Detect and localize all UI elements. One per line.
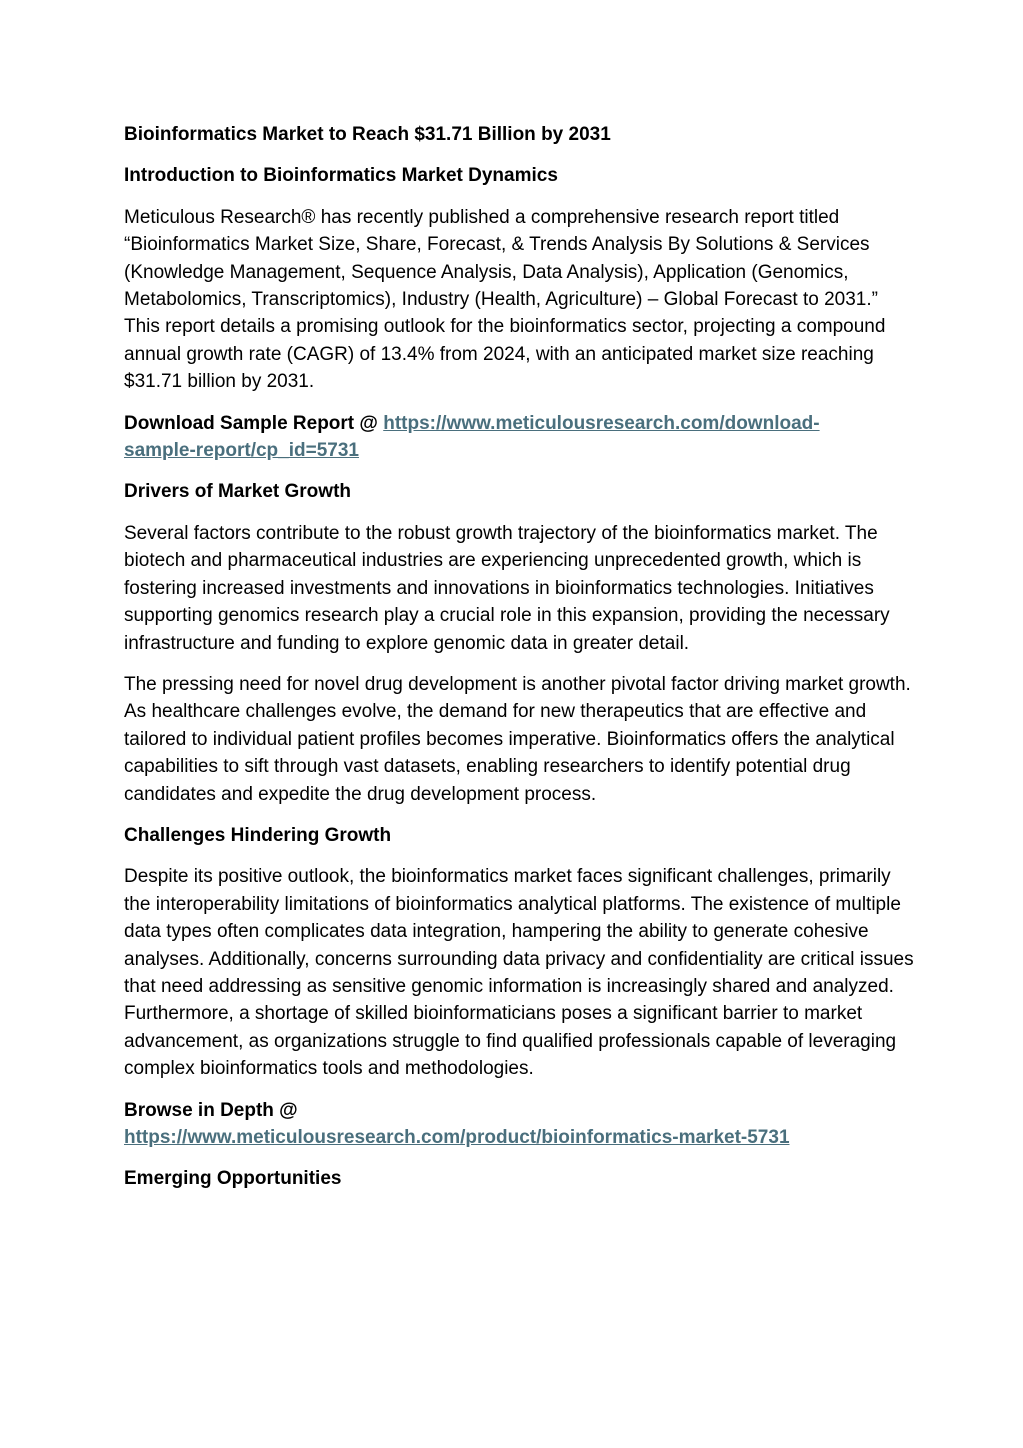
download-link-text-line2: sample-report/cp_id=5731 (124, 440, 359, 462)
drivers-paragraph-1: Several factors contribute to the robust growth trajectory of the bioinformatics market. The biotech and pharmaceutical industries are experiencing unprecedented growth, which is fostering increased investments and innovations in bioinformatics technologies. Initiatives supporting genomics research play a crucial role in this expansion, providing the necessary infrastructure and funding to explore genomic data in greater detail. (124, 522, 890, 654)
challenges-paragraph: Despite its positive outlook, the bioinformatics market faces significant challenges, primarily the interoperability limitations of bioinformatics analytical platforms. The existence of multiple data types often complicates data integration, hampering the ability to generate cohesive analyses. Additionally, concerns surrounding data privacy and confidentiality are critical issues that need addressing as sensitive genomic information is increasingly shared and analyzed. Furthermore, a shortage of skilled bioinformaticians poses a significant barrier to market advancement, as organizations struggle to find qualified professionals capable of leveraging complex bioinformatics tools and methodologies. (124, 866, 914, 1080)
intro-paragraph: Meticulous Research® has recently published a comprehensive research report titled “Bioinformatics Market Size, Share, Forecast, & Trends Analysis By Solutions & Services (Knowledge Management, Sequence Analysis, Data Analysis), Application (Genomics, Metabolomics, Transcriptomics), Industry (Health, Agriculture) – Global Forecast to 2031.” This report details a promising outlook for the bioinformatics sector, projecting a compound annual growth rate (CAGR) of 13.4% from 2024, with an anticipated market size reaching $31.71 billion by 2031. (124, 206, 886, 393)
drivers-paragraph-2: The pressing need for novel drug development is another pivotal factor driving market growth. As healthcare challenges evolve, the demand for new therapeutics that are effective and tailored to individual patient profiles becomes imperative. Bioinformatics offers the analytical capabilities to sift through vast datasets, enabling researchers to identify potential drug candidates and expedite the drug development process. (124, 673, 911, 805)
opportunities-heading: Emerging Opportunities (124, 1168, 342, 1190)
challenges-heading: Challenges Hindering Growth (124, 824, 392, 846)
download-sample-line (124, 410, 914, 465)
intro-heading: Introduction to Bioinformatics Market Dynamics (124, 165, 558, 187)
document-body (124, 121, 914, 1207)
browse-in-depth-label: Browse in Depth @ (124, 1099, 298, 1121)
browse-in-depth-link[interactable]: https://www.meticulousresearch.com/product/bioinformatics-market-5731 (124, 1127, 790, 1148)
browse-in-depth-line (124, 1097, 914, 1152)
document-title: Bioinformatics Market to Reach $31.71 Billion by 2031 (124, 124, 611, 145)
download-link-text-line1: https://www.meticulousresearch.com/download- (383, 412, 820, 434)
download-sample-label: Download Sample Report @ (124, 412, 384, 434)
drivers-heading: Drivers of Market Growth (124, 481, 351, 503)
